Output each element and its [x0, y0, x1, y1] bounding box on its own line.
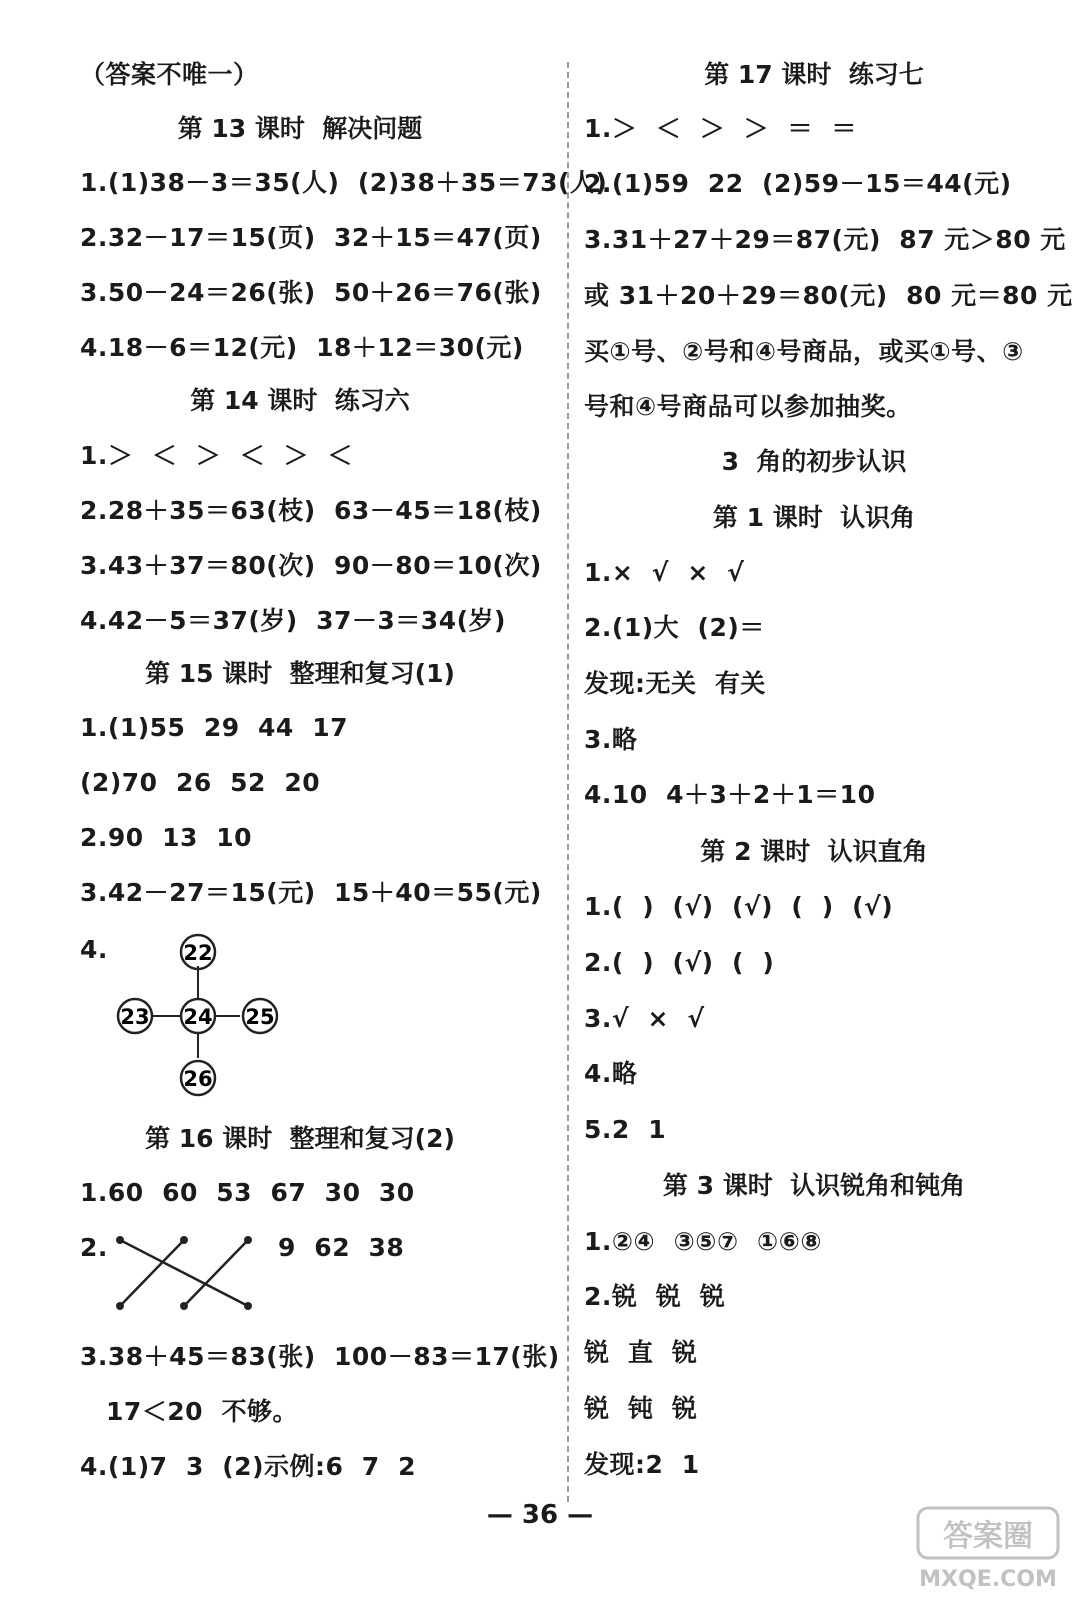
c2-answer-5: 5.2 1 [584, 1115, 667, 1144]
c2-answer-2: 2.( ) (√) ( ) [584, 948, 775, 977]
s16-answer-4: 4.(1)7 3 (2)示例:6 7 2 [80, 1452, 416, 1481]
s16-answer-2-values: 9 62 38 [278, 1233, 405, 1262]
s14-answer-4: 4.42－5＝37(岁) 37－3＝34(岁) [80, 606, 506, 635]
s13-answer-4: 4.18－6＝12(元) 18＋12＝30(元) [80, 333, 524, 362]
c1-finding: 发现:无关 有关 [584, 669, 766, 698]
circle-center [181, 999, 215, 1033]
s15-answer-3: 3.42－27＝15(元) 15＋40＝55(元) [80, 878, 542, 907]
answer-note: （答案不唯一） [80, 60, 259, 89]
s13-answer-1: 1.(1)38－3＝35(人) (2)38＋35＝73(人) [80, 168, 608, 197]
svg-text:25: 25 [245, 1005, 275, 1029]
svg-text:24: 24 [183, 1005, 213, 1029]
s17-answer-3: 3.31＋27＋29＝87(元) 87 元＞80 元 [584, 225, 1066, 254]
svg-text:22: 22 [183, 941, 213, 965]
s16-answer-2-label: 2. [80, 1233, 108, 1262]
svg-text:26: 26 [183, 1067, 213, 1091]
s15-answer-1b: (2)70 26 52 20 [80, 768, 321, 797]
unit-title: 3 角的初步认识 [721, 447, 907, 476]
lesson-title-3: 第 3 课时 认识锐角和钝角 [662, 1171, 966, 1200]
c1-answer-1: 1.× √ × √ [584, 558, 745, 587]
svg-text:答案圈: 答案圈 [943, 1519, 1033, 1554]
matching-lines-diagram [108, 1228, 258, 1316]
s14-answer-2: 2.28＋35＝63(枝) 63－45＝18(枝) [80, 496, 542, 525]
section-title-16: 第 16 课时 整理和复习(2) [145, 1124, 455, 1153]
circle-left [118, 999, 152, 1033]
s17-answer-3c: 买①号、②号和④号商品，或买①号、③ [584, 337, 1024, 366]
section-title-15: 第 15 课时 整理和复习(1) [145, 659, 455, 688]
s15-answer-2: 2.90 13 10 [80, 823, 253, 852]
section-title-14: 第 14 课时 练习六 [190, 386, 410, 415]
c3-answer-2: 2.锐 锐 锐 [584, 1282, 726, 1311]
c1-answer-2: 2.(1)大 (2)＝ [584, 613, 765, 642]
c1-answer-4: 4.10 4＋3＋2＋1＝10 [584, 780, 876, 809]
section-title-13: 第 13 课时 解决问题 [177, 114, 423, 143]
page-number: — 36 — [486, 1500, 594, 1530]
circle-right [243, 999, 277, 1033]
lesson-title-1: 第 1 课时 认识角 [712, 503, 916, 532]
column-divider [567, 62, 569, 1502]
c2-answer-4: 4.略 [584, 1059, 638, 1088]
s13-answer-2: 2.32－17＝15(页) 32＋15＝47(页) [80, 223, 542, 252]
c3-finding: 发现:2 1 [584, 1450, 700, 1479]
lesson-title-2: 第 2 课时 认识直角 [700, 837, 928, 866]
watermark-logo [914, 1502, 1062, 1594]
s14-answer-1: 1.＞ ＜ ＞ ＜ ＞ ＜ [80, 441, 353, 470]
s15-answer-1: 1.(1)55 29 44 17 [80, 713, 349, 742]
c3-answer-2b: 锐 直 锐 [584, 1338, 698, 1367]
s15-answer-4-label: 4. [80, 935, 108, 964]
s17-answer-2: 2.(1)59 22 (2)59－15＝44(元) [584, 169, 1012, 198]
svg-text:MXQE.COM: MXQE.COM [919, 1567, 1057, 1592]
s16-answer-3b: 17＜20 不够。 [106, 1397, 298, 1426]
s17-answer-3b: 或 31＋20＋29＝80(元) 80 元＝80 元 [584, 281, 1073, 310]
svg-text:23: 23 [120, 1005, 150, 1029]
c2-answer-3: 3.√ × √ [584, 1004, 705, 1033]
s13-answer-3: 3.50－24＝26(张) 50＋26＝76(张) [80, 278, 542, 307]
number-cross-diagram [110, 928, 320, 1104]
circle-top [181, 935, 215, 969]
section-title-17: 第 17 课时 练习七 [704, 60, 924, 89]
s16-answer-1: 1.60 60 53 67 30 30 [80, 1178, 415, 1207]
c3-answer-1: 1.②④ ③⑤⑦ ①⑥⑧ [584, 1227, 823, 1256]
s17-answer-1: 1.＞ ＜ ＞ ＞ ＝ ＝ [584, 114, 857, 143]
s14-answer-3: 3.43＋37＝80(次) 90－80＝10(次) [80, 551, 542, 580]
c2-answer-1: 1.( ) (√) (√) ( ) (√) [584, 892, 894, 921]
c3-answer-2c: 锐 钝 锐 [584, 1394, 698, 1423]
c1-answer-3: 3.略 [584, 725, 638, 754]
s17-answer-3d: 号和④号商品可以参加抽奖。 [584, 392, 912, 421]
circle-bottom [181, 1061, 215, 1095]
s16-answer-3: 3.38＋45＝83(张) 100－83＝17(张) [80, 1342, 560, 1371]
